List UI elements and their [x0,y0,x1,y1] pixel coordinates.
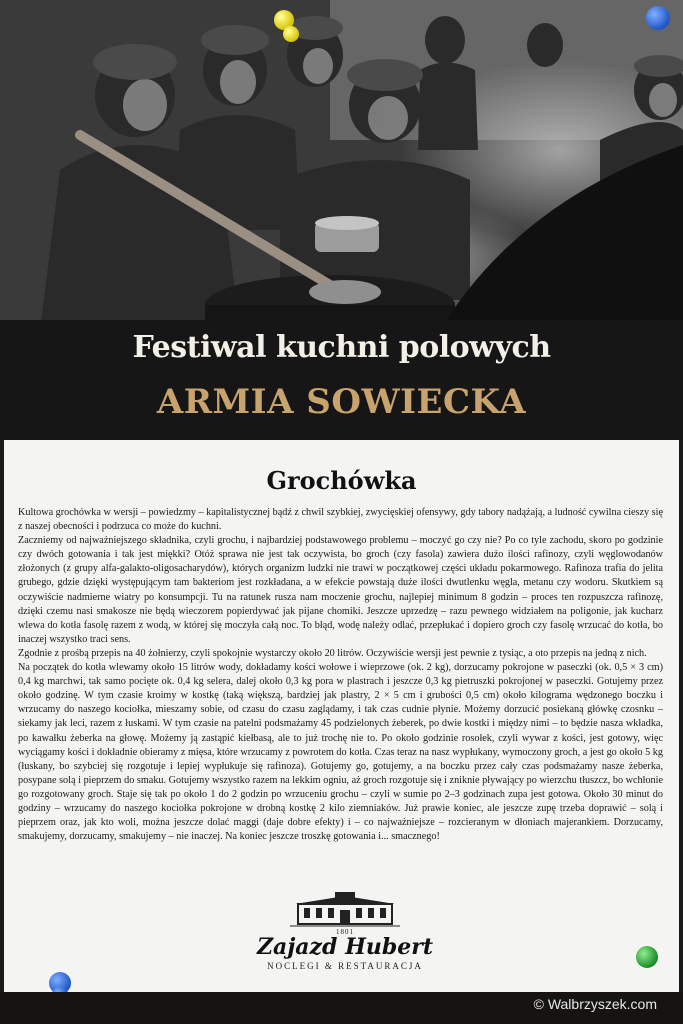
recipe-title: Grochówka [266,466,417,495]
festival-subtitle: ARMIA SOWIECKA [156,382,527,422]
blue-pushpin-icon [646,6,670,30]
green-pushpin-icon [636,946,658,968]
historical-soldiers-photo [0,0,683,330]
logo-name: Zajazd Hubert [257,934,433,960]
logo-year: 1801 [336,928,354,936]
recipe-text: Kultowa grochówka w wersji – powiedzmy – kapitalistycznej bądź z chwil szybkiej, zwycięskiej ofensywy, gdy tabory nadążają, a ludność cywilna cieszy się z naszej obecności i podrzuca co może do kuchni. Zaczniemy od najważniejszego składnika, czyli grochu, i najbardziej podstawowego problemu – moczyć go czy nie? Po co tyle zachodu, skoro po godzinie czy dwóch gotowania i tak jest miękki? Otóż sprawa nie jest tak oczywista, bo groch (czy fasola) zawiera dużo ilości rafinozy, czyli węglowodanów złożonych (z grupy alfa-galakto-oligosacharydów), których organizm ludzki nie trawi w początkowej części układu pokarmowego. Rafinoza trafia do jelita grubego, gdzie dzięki występującym tam bakteriom jest rozkładana, a w efekcie powstają duże ilości dwutlenku węgla, metanu czy wodoru. Skutkiem są oczywiście nadmierne wiatry po konsumpcji. Tu na ratunek rusza nam moczenie grochu, najlepiej minimum 8 godzin – proces ten rozpuszcza rafinozę, dzięki czemu nasi smakosze nie będą wieczorem popierdywać jak pijane chomiki. Jeszcze uprzedzę – razu pewnego widziałem na poligonie, jak kucharz wlewa do kotła fasolę razem z wodą, w której się moczyła całą noc. To błąd, wodę należy odlać, przepłukać i dopiero groch czy fasolę wrzucać do kotła, bo inaczej wszystko traci sens. Zgodnie z prośbą przepis na 40 żołnierzy, czyli spokojnie wystarczy około 20 litrów. Oczywiście wersji jest pewnie z tysiąc, a oto przepis na jedną z nich. Na początek do kotła wlewamy około 15 litrów wody, dokładamy kości wołowe i wieprzowe (ok. 2 kg), dorzucamy pokrojone w paseczki (ok. 0,5 × 3 cm) 0,4 kg marchwi, tak samo pocięte ok. 0,4 kg selera, dalej około 0,3 kg pora w plastrach i jeszcze 0,3 kg pietruszki pokrojonej w paseczki. Gotujemy przez około godzinę. W tym czasie kroimy w kostkę (taką większą, bardziej jak plastry, 2 × 5 cm i grubości 0,5 cm) około kilograma wędzonego boczku i wrzucamy do naszego kociołka, mieszamy sobie, od czasu do czasu zaglądamy, i tak czas cudnie płynie. Możemy dorzucić posiekaną główkę czosnku – siekamy jak leci, razem z łuskami. W tym czasie na patelni podsmażamy 45 podzielonych żeberek, po dwie kostki i między nimi – to będzie nasza wkładka, po kawałku żeberka na głowę. Możemy ją zastąpić kiełbasą, ale to już trochę nie to. Po około godzinie rosołek, czyli wywar z kości, jest gotowy, więc wyciągamy kości i dokładnie obieramy z mięsa, które wrzucamy z powrotem do kotła. Czas teraz na nasz wypłukany, wymoczony groch, a jest go około 5 kg (łuskany, bo szybciej się rozgotuje i lepiej wypłukuje się rafinoza). Gotujemy go, gotujemy, a na boczku przez cały czas podsmażamy nasze żeberka, posypane solą i pieprzem do smaku. Gotujemy wszystko razem na lekkim ogniu, aż groch rozgotuje się i zniknie pływający po wierzchu tłuszcz, bo wchłonie go rozgotowany groch. Staje się tak po około 1 do 2 godzin po wrzuceniu grochu – czyli w sumie po 2–3 godzinach zupa jest gotowa. Około 30 minut do godziny – wrzucamy do naszego kociołka pokrojone w drobną kostkę 2 kilo ziemniaków. Już prawie koniec, ale jeszcze zupę trzeba doprawić – solą i pieprzem oraz, jak kto woli, można jeszcze dolać maggi (daje dobre efekty) i – co najważniejsze – rozcieranym w dłoniach majerankiem. Dorzucamy, smakujemy, dorzucamy, smakujemy – nie inaczej. Na koniec jeszcze troszkę gotowania i... smacznego! [18,507,663,843]
logo-tagline: NOCLEGI & RESTAURACJA [267,961,423,971]
inn-building-icon [290,890,400,930]
yellow-pushpin-icon [283,26,299,42]
zajazd-hubert-logo [250,890,440,978]
watermark: © Walbrzyszek.com [533,996,657,1012]
festival-title: Festiwal kuchni polowych [132,330,551,365]
photo-illustration [0,0,683,330]
